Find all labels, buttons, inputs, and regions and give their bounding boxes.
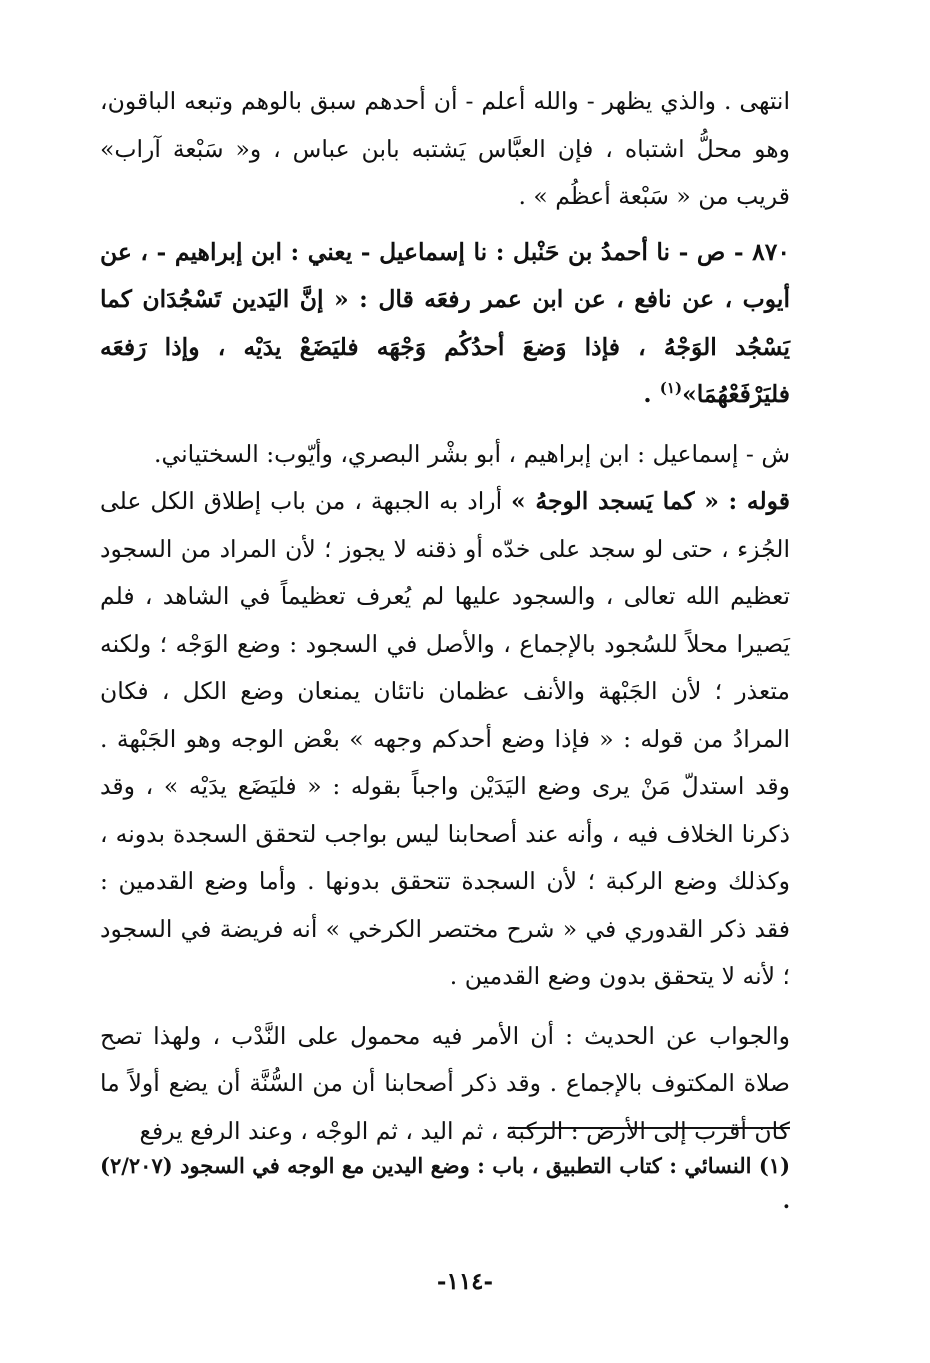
commentary-text: أراد به الجبهة ، من باب إطلاق الكل على الجُزء ، حتى لو سجد على خدّه أو ذقنه لا يجوز ؛ لأن المراد من السجود تعظيم الله تعالى ، والسجود عليها لم يُعرف تعظيماً في الشاهد ، فلم يَصيرا محلاً للسُجود بالإجماع ، والأصل في السجود : وضع الوَجْه ؛ ولكنه متعذر ؛ لأن الجَبْهة والأنف عظمان ناتئان يمنعان وضع الكل ، فكان المرادُ من قوله : « فإذا وضع أحدكم وجهه » بعْض الوجه وهو الجَبْهة . وقد استدلّ مَنْ يرى وضع اليَدَيْن واجباً بقوله : « فليَضَع يدَيْه » ، وقد ذكرنا الخلاف فيه ، وأنه عند أصحابنا ليس بواجب لتحقق السجدة بدونه ، وكذلك وضع الركبة ؛ لأن السجدة تتحقق بدونها . وأما وضع القدمين : فقد ذكر القدوري في « شرح مختصر الكرخي » أنه فريضة في السجود ؛ لأنه لا يتحقق بدون وضع القدمين . [100, 487, 790, 990]
page-body [100, 78, 790, 1155]
paragraph-narrators: ش - إسماعيل : ابن إبراهيم ، أبو بشْر البصري، وأيّوب: السختياني. [154, 439, 790, 468]
footnote-divider [508, 1127, 790, 1129]
page-number: -١١٤- [436, 1268, 494, 1295]
footnote-reference: (١) [659, 379, 683, 398]
hadith-870 [100, 229, 790, 419]
footnote: (١) النسائي : كتاب التطبيق ، باب : وضع اليدين مع الوجه في السجود (٢/٢٠٧) . [100, 1153, 790, 1213]
paragraph-commentary [100, 478, 790, 1001]
paragraph-intro: انتهى . والذي يظهر - والله أعلم - أن أحدهم سبق بالوهم وتبعه الباقون، وهو محلُّ اشتباه ، فإن العبَّاس يَشتبه بابن عباس ، و« سَبْعة آراب» قريب من « سَبْعة أعظُم » . [100, 87, 790, 210]
hadith-870-text: ٨٧٠ - ص - نا أحمدُ بن حَنْبل : نا إسماعيل - يعني : ابن إبراهيم - ، عن أيوب ، عن نافع ، عن ابن عمر رفعَه قال : « إنَّ اليَدين تَسْجُدَان كما يَسْجُد الوَجْهُ ، فإذا وَضعَ أحدُكُم وَجْهَه فليَضَعْ يدَيْه ، وإذا رَفعَه فليَرْفَعْهُمَا» [100, 237, 790, 408]
paragraph-answer: والجواب عن الحديث : أن الأمر فيه محمول على النَّدْب ، ولهذا تصح صلاة المكتوف بالإجماع . وقد ذكر أصحابنا أن من السُّنَّة أن يضع أولاً ما كان أقرب إلى الأرض : الركبة ، ثم اليد ، ثم الوجْه ، وعند الرفع يرفع [100, 1021, 790, 1145]
commentary-lead: قوله : « كما يَسجد الوجهُ » [511, 487, 790, 515]
hadith-870-tail: . [643, 380, 660, 408]
